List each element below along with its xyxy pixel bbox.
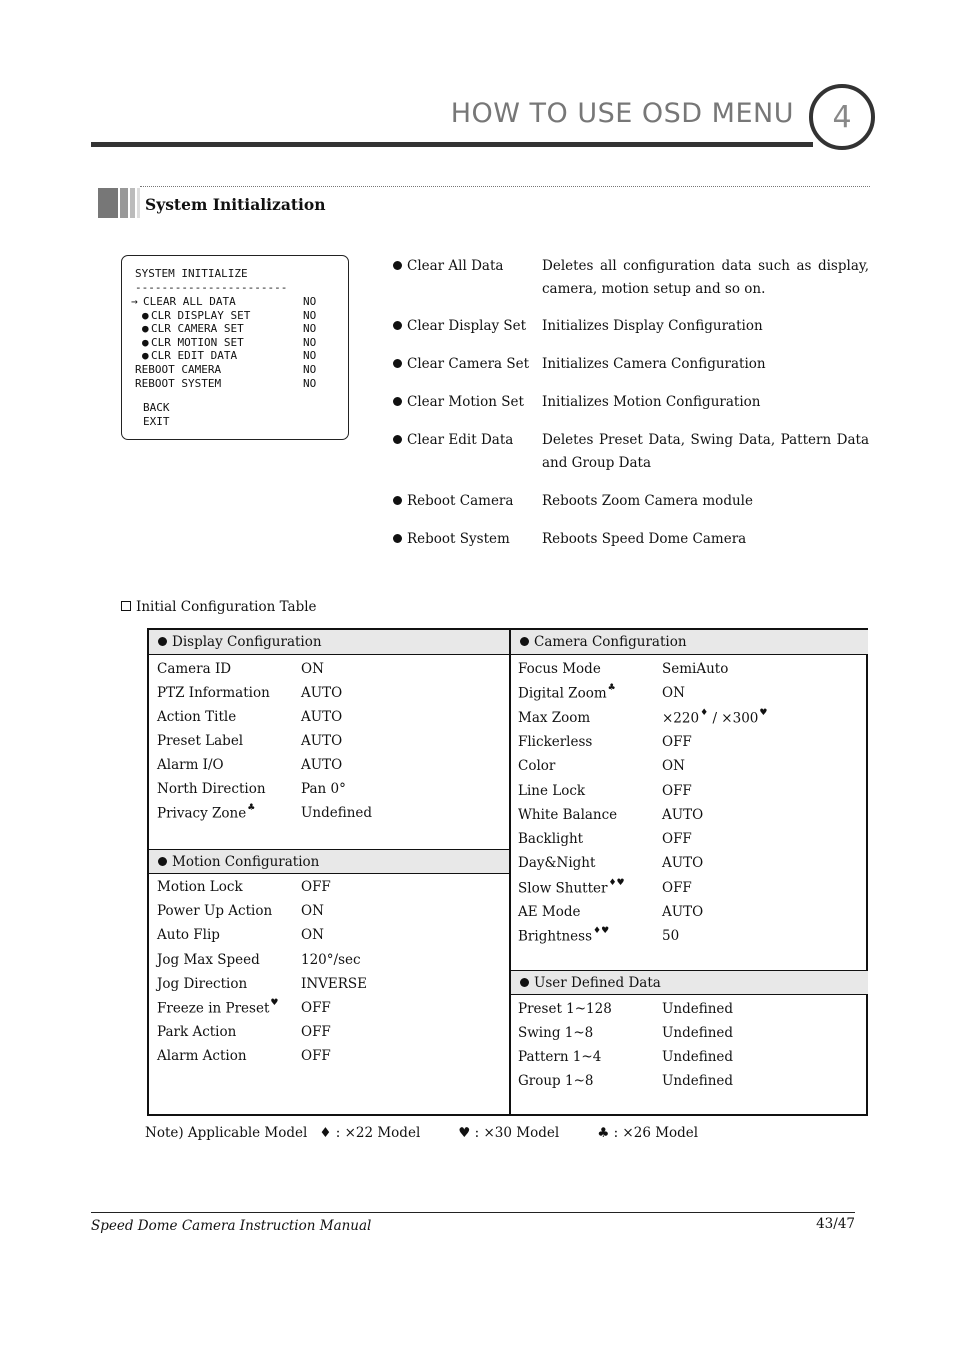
config-row-label-text: Digital Zoom bbox=[518, 685, 607, 702]
note-x22: ♦ : ×22 Model bbox=[319, 1125, 421, 1141]
description-term bbox=[393, 318, 526, 334]
config-row-value bbox=[301, 1024, 331, 1040]
config-row-label-text: Group 1~8 bbox=[518, 1073, 594, 1089]
description-text: Reboots Zoom Camera module bbox=[542, 493, 753, 509]
config-row-label-text: Motion Lock bbox=[157, 879, 243, 895]
chapter-number-badge: 4 bbox=[809, 84, 875, 150]
config-row-label-text: PTZ Information bbox=[157, 685, 270, 701]
config-row-label-text: Power Up Action bbox=[157, 903, 273, 920]
config-row-value-text: OFF bbox=[301, 1000, 331, 1016]
config-row-label-text: Brightness bbox=[518, 928, 592, 945]
config-row-label-text: Camera ID bbox=[157, 661, 232, 677]
config-row-label bbox=[518, 928, 609, 945]
osd-item-value: NO bbox=[303, 376, 317, 390]
config-row-value bbox=[662, 904, 703, 920]
config-row-label bbox=[157, 976, 247, 992]
config-row-label bbox=[518, 855, 595, 871]
osd-bullet-icon: ● bbox=[142, 308, 149, 322]
config-row-value-text: ON bbox=[662, 685, 685, 702]
config-row-value-text: Undefined bbox=[301, 805, 373, 821]
osd-item-value: NO bbox=[303, 295, 317, 308]
description-term bbox=[393, 394, 524, 410]
osd-item-value: NO bbox=[303, 335, 317, 349]
config-row-label-text: Preset Label bbox=[157, 733, 244, 749]
applicable-model-note bbox=[145, 1125, 698, 1141]
config-row-value bbox=[662, 855, 703, 871]
config-row-label-text: Privacy Zone bbox=[157, 805, 247, 822]
note-prefix: Note) Applicable Model bbox=[145, 1125, 308, 1141]
config-row-value bbox=[662, 1001, 733, 1017]
osd-item-label: CLR MOTION SET bbox=[151, 335, 244, 349]
config-row-value bbox=[662, 1073, 733, 1089]
config-row-label bbox=[518, 1001, 612, 1017]
config-row-label bbox=[157, 879, 243, 895]
description-text: Initializes Display Configuration bbox=[542, 318, 763, 334]
config-row-label bbox=[518, 807, 617, 823]
config-row-label bbox=[157, 1024, 236, 1040]
osd-item-label: REBOOT SYSTEM bbox=[135, 376, 222, 390]
config-row-label bbox=[518, 1025, 593, 1041]
note-x26: ♣ : ×26 Model bbox=[597, 1125, 699, 1141]
config-row-value bbox=[662, 661, 728, 677]
config-row-label-text: Focus Mode bbox=[518, 661, 601, 677]
description-text: Deletes all configuration data such as display, camera, motion setup and so on. bbox=[542, 258, 869, 297]
osd-title: SYSTEM INITIALIZE bbox=[135, 267, 248, 280]
config-row-label-text: Jog Max Speed bbox=[157, 951, 260, 968]
config-row-label bbox=[157, 952, 260, 968]
bullet-icon bbox=[393, 261, 402, 270]
osd-item-label: CLEAR ALL DATA bbox=[143, 295, 236, 308]
config-row-value bbox=[301, 952, 361, 968]
osd-item-label: CLR CAMERA SET bbox=[151, 322, 244, 336]
config-row-value-text: AUTO bbox=[662, 904, 704, 920]
table-column-divider bbox=[509, 628, 511, 1116]
config-row-value bbox=[301, 1048, 331, 1064]
config-row-value bbox=[301, 781, 346, 797]
model-mark: ♣ bbox=[607, 683, 616, 694]
config-row-value-text: AUTO bbox=[301, 757, 343, 773]
config-row-value-text: OFF bbox=[662, 879, 692, 896]
config-row-value-text: OFF bbox=[301, 1024, 331, 1041]
page-number: 43/47 bbox=[816, 1216, 855, 1232]
osd-item-value: NO bbox=[303, 363, 317, 376]
config-row-label bbox=[518, 1049, 601, 1065]
section-divider bbox=[140, 186, 870, 187]
config-row-value-text: ×220 bbox=[662, 710, 700, 727]
config-row-value bbox=[301, 757, 342, 773]
bullet-icon bbox=[393, 397, 402, 406]
osd-exit: EXIT bbox=[143, 415, 170, 428]
osd-bullet-icon: ● bbox=[142, 335, 149, 349]
config-row-label bbox=[518, 734, 592, 750]
config-row-value bbox=[301, 805, 372, 821]
config-row-label bbox=[518, 685, 616, 702]
config-row-value-text: AUTO bbox=[662, 855, 704, 872]
config-row-value bbox=[662, 928, 679, 944]
config-row-label-text: Flickerless bbox=[518, 733, 593, 750]
config-row-value-text: AUTO bbox=[662, 806, 704, 823]
config-row-label bbox=[157, 805, 255, 822]
description-term bbox=[393, 432, 513, 448]
config-row-label-text: Auto Flip bbox=[157, 927, 220, 944]
config-row-value-text: 50 bbox=[662, 928, 680, 945]
config-row-value-text: OFF bbox=[662, 733, 692, 750]
bullet-icon bbox=[520, 637, 529, 646]
config-row-value-text: Pan 0° bbox=[301, 781, 346, 797]
config-row-value-text: ON bbox=[662, 758, 685, 775]
model-mark: ♦♥ bbox=[608, 877, 625, 888]
osd-back: BACK bbox=[143, 401, 170, 414]
config-row-label-text: White Balance bbox=[518, 806, 618, 823]
config-row-value bbox=[662, 1025, 733, 1041]
config-row-label bbox=[157, 709, 236, 725]
config-row-label bbox=[157, 661, 231, 677]
config-row-value-text: AUTO bbox=[301, 685, 343, 701]
config-row-label-text: AE Mode bbox=[518, 904, 581, 920]
config-row-label bbox=[518, 877, 625, 897]
description-term-label: Reboot System bbox=[407, 531, 510, 547]
config-row-value bbox=[662, 783, 692, 799]
osd-item-label: REBOOT CAMERA bbox=[135, 363, 222, 376]
config-row-value-text: / ×300 bbox=[708, 710, 759, 727]
config-row-label bbox=[518, 904, 580, 920]
bullet-icon bbox=[158, 637, 167, 646]
model-mark: ♦♥ bbox=[593, 926, 610, 937]
config-row-value-text: Undefined bbox=[662, 1049, 734, 1065]
description-term-label: Clear Edit Data bbox=[407, 432, 514, 448]
osd-separator: ----------------------- bbox=[135, 281, 288, 294]
config-row-value-text: OFF bbox=[662, 782, 692, 799]
config-row-value bbox=[662, 880, 692, 896]
osd-item-value: NO bbox=[303, 308, 317, 322]
osd-item-value: NO bbox=[303, 349, 317, 363]
config-row-value-text: Undefined bbox=[662, 1025, 734, 1041]
config-row-label-text: Alarm Action bbox=[157, 1048, 247, 1065]
config-row-label-text: Backlight bbox=[518, 831, 584, 848]
config-row-value bbox=[301, 1000, 331, 1016]
config-row-value bbox=[301, 709, 342, 725]
description-term-label: Clear All Data bbox=[407, 258, 504, 274]
description-text: Deletes Preset Data, Swing Data, Pattern Data and Group Data bbox=[542, 432, 869, 471]
header-rule bbox=[91, 142, 813, 147]
chapter-title: HOW TO USE OSD MENU bbox=[450, 98, 794, 129]
config-row-label bbox=[157, 1048, 247, 1064]
config-row-label-text: Line Lock bbox=[518, 782, 586, 799]
config-row-label-text: North Direction bbox=[157, 781, 266, 797]
bullet-icon bbox=[393, 534, 402, 543]
note-x30: ♥ : ×30 Model bbox=[458, 1125, 560, 1141]
config-row-value-text: SemiAuto bbox=[662, 661, 729, 677]
config-row-value-text: Undefined bbox=[662, 1073, 734, 1089]
osd-bullet-icon: ● bbox=[142, 322, 149, 336]
config-row-label-text: Freeze in Preset bbox=[157, 1000, 270, 1017]
user-data-heading bbox=[511, 970, 868, 995]
config-row-label bbox=[518, 661, 601, 677]
config-row-label-text: Preset 1~128 bbox=[518, 1001, 612, 1017]
bullet-icon bbox=[393, 496, 402, 505]
config-row-label-text: Jog Direction bbox=[157, 975, 248, 992]
description-term-label: Clear Display Set bbox=[407, 318, 527, 334]
osd-menu-screen bbox=[121, 255, 349, 440]
description-term-label: Clear Camera Set bbox=[407, 356, 530, 372]
config-row-label-text: Color bbox=[518, 758, 556, 775]
config-row-value bbox=[301, 661, 324, 677]
config-row-value-text: OFF bbox=[301, 1048, 331, 1065]
config-row-label bbox=[157, 757, 224, 773]
config-row-value bbox=[662, 807, 703, 823]
config-row-value-text: 120°/sec bbox=[301, 951, 361, 968]
config-row-label bbox=[518, 831, 583, 847]
config-row-value-text: OFF bbox=[301, 879, 331, 895]
section-marker-icon bbox=[98, 188, 140, 218]
config-row-label-text: Park Action bbox=[157, 1024, 237, 1041]
description-term bbox=[393, 493, 513, 509]
table-caption: Initial Configuration Table bbox=[121, 599, 317, 615]
description-term bbox=[393, 258, 503, 274]
config-row-value-text: ON bbox=[301, 927, 324, 944]
osd-cursor-arrow-icon: → bbox=[131, 295, 138, 308]
config-row-value-text: AUTO bbox=[301, 709, 343, 725]
config-row-label-text: Swing 1~8 bbox=[518, 1025, 594, 1041]
bullet-icon bbox=[393, 435, 402, 444]
config-row-value bbox=[662, 1049, 733, 1065]
section-title: System Initialization bbox=[145, 195, 326, 214]
motion-config-heading-label: Motion Configuration bbox=[172, 854, 320, 870]
bullet-icon bbox=[393, 359, 402, 368]
model-mark: ♥ bbox=[759, 707, 768, 718]
config-row-label bbox=[157, 781, 266, 797]
description-term bbox=[393, 531, 510, 547]
config-row-label bbox=[157, 927, 220, 943]
config-row-label bbox=[157, 685, 270, 701]
osd-bullet-icon: ● bbox=[142, 349, 149, 363]
footer-rule bbox=[91, 1212, 855, 1213]
config-row-label-text: Action Title bbox=[157, 709, 237, 725]
config-row-label-text: Pattern 1~4 bbox=[518, 1049, 602, 1065]
bullet-icon bbox=[520, 978, 529, 987]
config-row-value bbox=[662, 758, 685, 774]
config-row-value-text: INVERSE bbox=[301, 975, 368, 992]
config-row-label bbox=[157, 903, 272, 919]
config-row-label-text: Day&Night bbox=[518, 855, 596, 872]
bullet-icon bbox=[393, 321, 402, 330]
config-row-label-text: Slow Shutter bbox=[518, 880, 608, 897]
config-row-label-text: Alarm I/O bbox=[157, 757, 224, 773]
config-row-label bbox=[518, 710, 590, 726]
model-mark: ♦ bbox=[700, 707, 709, 718]
description-term-label: Clear Motion Set bbox=[407, 394, 524, 410]
display-config-heading-label: Display Configuration bbox=[172, 634, 322, 650]
osd-item-value: NO bbox=[303, 322, 317, 336]
osd-item-label: CLR EDIT DATA bbox=[151, 349, 238, 363]
osd-item-label: CLR DISPLAY SET bbox=[151, 308, 251, 322]
model-mark: ♣ bbox=[247, 803, 256, 813]
config-row-value bbox=[301, 976, 367, 992]
config-row-value bbox=[662, 831, 692, 847]
config-row-label bbox=[518, 758, 555, 774]
display-config-heading bbox=[149, 630, 509, 655]
footer-manual-title: Speed Dome Camera Instruction Manual bbox=[91, 1218, 372, 1234]
description-text: Initializes Camera Configuration bbox=[542, 356, 766, 372]
config-row-value-text: AUTO bbox=[301, 733, 343, 749]
description-term bbox=[393, 356, 529, 372]
bullet-icon bbox=[158, 857, 167, 866]
description-text: Reboots Speed Dome Camera bbox=[542, 531, 747, 547]
config-row-value bbox=[301, 879, 331, 895]
motion-config-heading bbox=[149, 849, 509, 874]
config-row-value-text: ON bbox=[301, 661, 324, 677]
config-row-value-text: Undefined bbox=[662, 1001, 734, 1017]
user-data-heading-label: User Defined Data bbox=[534, 975, 661, 991]
config-row-label bbox=[157, 733, 243, 749]
camera-config-heading bbox=[511, 630, 868, 655]
checkbox-icon bbox=[121, 601, 131, 611]
config-row-value-text: OFF bbox=[662, 831, 692, 848]
config-row-label-text: Max Zoom bbox=[518, 709, 591, 726]
config-row-label bbox=[518, 1073, 593, 1089]
config-row-value bbox=[301, 903, 324, 919]
description-term-label: Reboot Camera bbox=[407, 493, 514, 509]
description-text: Initializes Motion Configuration bbox=[542, 394, 761, 410]
camera-config-heading-label: Camera Configuration bbox=[534, 634, 687, 650]
config-row-value bbox=[662, 685, 685, 701]
config-row-value bbox=[662, 707, 768, 727]
model-mark: ♥ bbox=[270, 998, 279, 1008]
config-row-value-text: ON bbox=[301, 903, 324, 920]
config-row-value bbox=[662, 734, 692, 750]
config-row-label bbox=[157, 1000, 278, 1017]
config-row-value bbox=[301, 927, 324, 943]
config-row-value bbox=[301, 685, 342, 701]
config-row-value bbox=[301, 733, 342, 749]
config-row-label bbox=[518, 783, 585, 799]
